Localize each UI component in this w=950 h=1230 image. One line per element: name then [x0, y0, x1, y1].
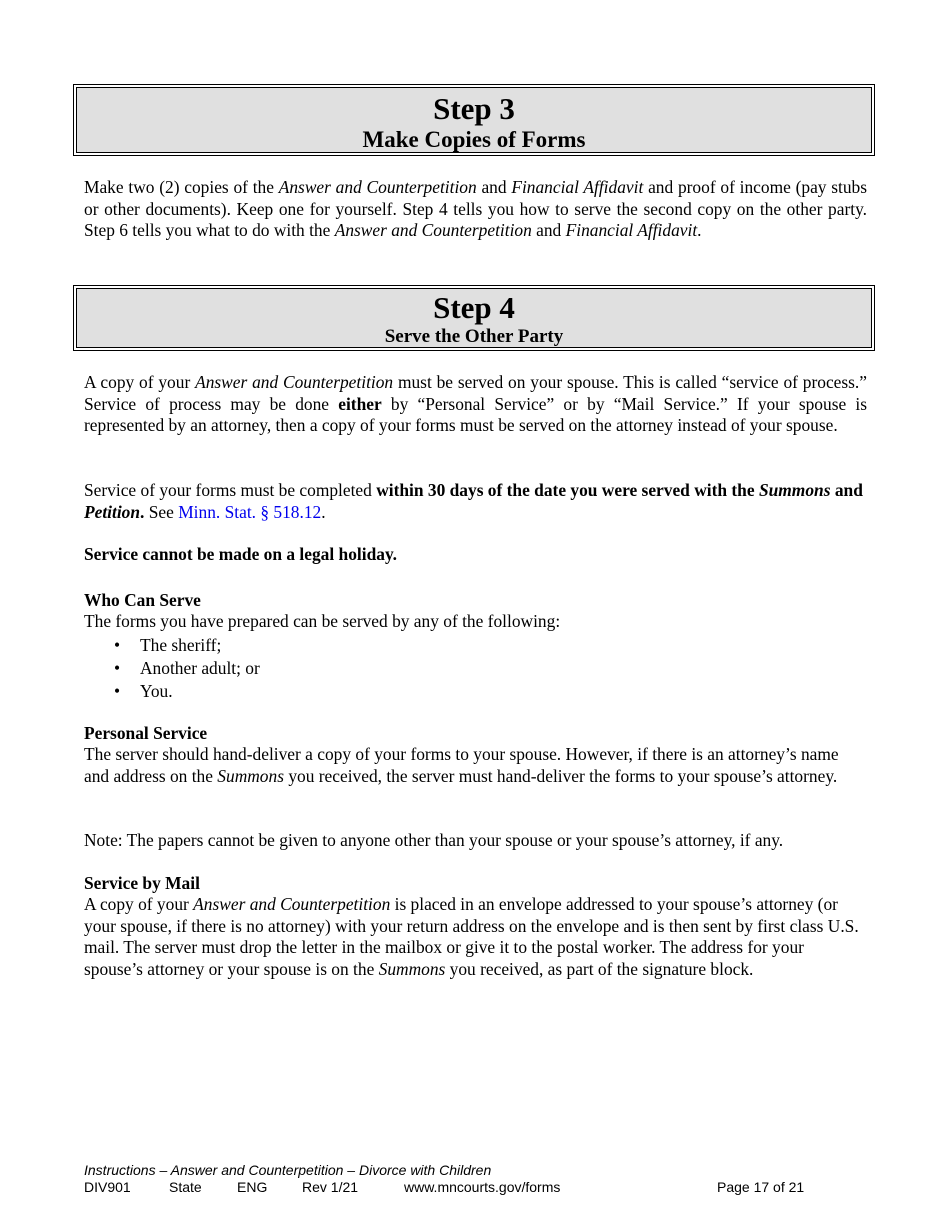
- body-text: and proof of income (pay stubs or other documents). Keep one for yourself. Step 4 tells you how to serve the second copy on the other party. Step 6 tells you what to do with the: [84, 177, 868, 240]
- personal-service-heading: Personal Service: [84, 723, 208, 743]
- footer-jurisdiction: State: [169, 1179, 202, 1195]
- italic-text: Answer and Counterpetition: [334, 220, 532, 240]
- bold-text: within 30 days of the date you were served with the: [376, 480, 759, 500]
- bold-text: and: [830, 480, 863, 500]
- step-4-header: [73, 285, 875, 351]
- body-text: is placed in an envelope addressed to your spouse’s attorney (or your spouse, if there is no attorney) with your return address on the envelope and is then sent by first class U.S. mail. The server must drop the letter in the mailbox or give it to the postal worker. The address for your spouse’s attorney or your spouse is on the: [84, 894, 859, 979]
- list-item: • Another adult; or: [114, 658, 260, 678]
- footer-revision: Rev 1/21: [302, 1179, 359, 1195]
- footer-form-id: DIV901: [84, 1179, 131, 1195]
- service-by-mail-body: [84, 894, 862, 980]
- who-can-serve-text: The forms you have prepared can be served by any of the following:: [84, 611, 561, 631]
- body-text: and: [531, 220, 566, 240]
- footer-language: ENG: [237, 1179, 268, 1195]
- delivery-note: Note: The papers cannot be given to anyone other than your spouse or your spouse’s attorney, if any.: [84, 830, 784, 850]
- italic-text: Answer and Counterpetition: [278, 177, 477, 197]
- bold-text: either: [338, 393, 382, 414]
- body-text: must be served on your spouse. This is called “service of process.” Service of process may be done: [84, 372, 867, 414]
- bold-italic-text: Petition: [84, 501, 141, 522]
- body-text: Make two (2) copies of the: [84, 177, 279, 197]
- body-text: A copy of your: [84, 372, 196, 392]
- statute-link[interactable]: Minn. Stat. § 518.12: [178, 501, 322, 522]
- who-can-serve-list: [84, 634, 260, 703]
- italic-text: Financial Affidavit: [511, 177, 644, 197]
- body-text: by “Personal Service” or by “Mail Service.” If your spouse is represented by an attorney, then a copy of your forms must be served on the attorney instead of your spouse.: [84, 393, 867, 435]
- body-text: and: [476, 177, 512, 197]
- step-4-intro: [84, 372, 867, 437]
- italic-text: Answer and Counterpetition: [193, 894, 391, 914]
- body-text: .: [321, 501, 326, 522]
- holiday-note: Service cannot be made on a legal holiday.: [84, 544, 398, 564]
- bold-text: .: [140, 501, 145, 522]
- italic-text: Financial Affidavit: [565, 220, 698, 240]
- italic-text: Summons: [378, 958, 446, 979]
- page-footer: [84, 1162, 844, 1196]
- body-text: you received, as part of the signature block.: [445, 958, 754, 979]
- who-can-serve-heading: Who Can Serve: [84, 590, 201, 610]
- list-item: • The sheriff;: [114, 635, 222, 655]
- service-by-mail-heading: Service by Mail: [84, 873, 200, 893]
- body-text: you received, the server must hand-deliver the forms to your spouse’s attorney.: [283, 765, 838, 786]
- step-3-header: [73, 84, 875, 156]
- italic-text: Answer and Counterpetition: [195, 372, 394, 392]
- footer-title: Instructions – Answer and Counterpetition – Divorce with Children: [84, 1162, 492, 1178]
- body-text: A copy of your: [84, 894, 194, 914]
- personal-service-body: [84, 744, 859, 787]
- step-3-title: Step 3: [433, 91, 515, 126]
- body-text: .: [697, 220, 702, 240]
- step-3-body: [84, 177, 867, 242]
- step-3-subtitle: Make Copies of Forms: [362, 127, 586, 152]
- service-deadline: [84, 480, 867, 523]
- body-text: See: [144, 501, 179, 522]
- body-text: Service of your forms must be completed: [84, 480, 377, 500]
- step-4-subtitle: Serve the Other Party: [384, 326, 564, 347]
- italic-text: Summons: [217, 765, 284, 786]
- footer-website[interactable]: www.mncourts.gov/forms: [404, 1179, 561, 1195]
- bold-italic-text: Summons: [758, 480, 831, 500]
- step-4-title: Step 4: [433, 290, 515, 325]
- body-text: The server should hand-deliver a copy of your forms to your spouse. However, if there is an attorney’s name and address on the: [84, 744, 839, 786]
- footer-page-number: Page 17 of 21: [717, 1179, 805, 1195]
- list-item: • You.: [114, 681, 173, 701]
